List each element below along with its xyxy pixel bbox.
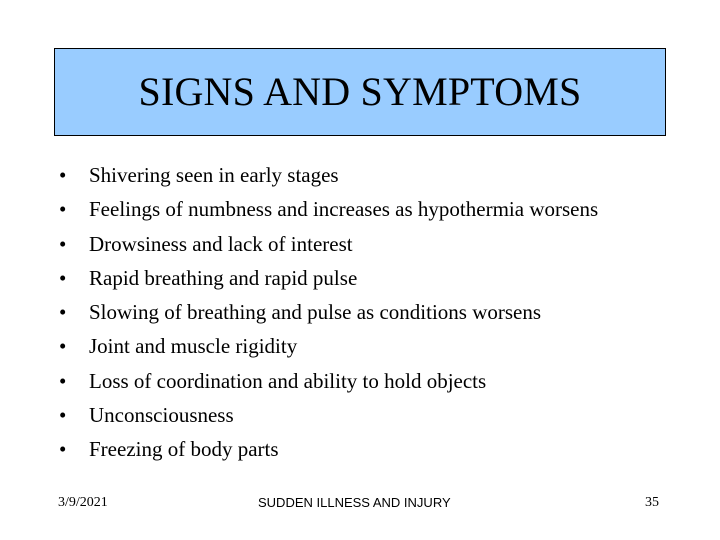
- page-number: 35: [645, 495, 659, 510]
- bullet-item: [58, 297, 638, 329]
- bullet-icon: •: [59, 368, 67, 393]
- footer-date: 3/9/2021: [58, 495, 108, 510]
- bullet-text: Shivering seen in early stages: [89, 163, 339, 187]
- bullet-text: Loss of coordination and ability to hold objects: [89, 368, 487, 393]
- bullet-item: [58, 229, 638, 261]
- bullet-icon: •: [59, 437, 67, 462]
- bullet-icon: •: [59, 265, 67, 290]
- bullet-text: Slowing of breathing and pulse as conditions worsens: [89, 300, 542, 325]
- bullet-item: [58, 160, 638, 192]
- bullet-item: [58, 434, 638, 466]
- bullet-item: [58, 194, 638, 226]
- bullet-text: Feelings of numbness and increases as hypothermia worsens: [89, 197, 599, 222]
- bullet-text: Unconsciousness: [89, 403, 234, 428]
- bullet-icon: •: [59, 334, 67, 359]
- slide-title: SIGNS AND SYMPTOMS: [138, 69, 582, 114]
- footer-title: SUDDEN ILLNESS AND INJURY: [258, 495, 451, 510]
- bullet-icon: •: [59, 231, 67, 256]
- bullet-item: [58, 331, 638, 363]
- bullet-text: Drowsiness and lack of interest: [89, 231, 353, 256]
- bullet-text: Joint and muscle rigidity: [89, 334, 298, 359]
- bullet-icon: •: [59, 403, 67, 428]
- bullet-item: [58, 263, 638, 295]
- bullet-icon: •: [59, 300, 67, 325]
- bullet-item: [58, 366, 638, 398]
- bullet-text: Rapid breathing and rapid pulse: [89, 265, 358, 290]
- bullet-icon: •: [59, 197, 67, 222]
- bullet-icon: •: [59, 163, 67, 187]
- title-box: [54, 48, 666, 136]
- bullet-item: [58, 400, 638, 432]
- bullet-list: [58, 160, 638, 469]
- bullet-text: Freezing of body parts: [89, 437, 279, 462]
